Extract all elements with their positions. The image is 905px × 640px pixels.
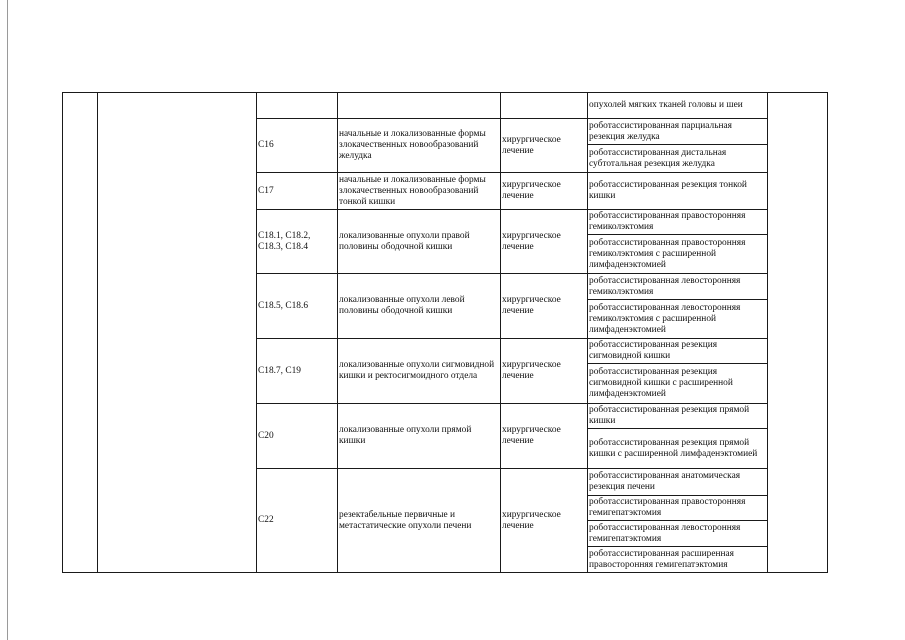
method-cell: роботассистированная резекция сигмовидной кишки [588,339,768,364]
treatment-cell: хирургическое лечение [501,274,588,339]
method-cell: роботассистированная левосторонняя гемиколэктомия [588,274,768,300]
treatment-cell: хирургическое лечение [501,119,588,173]
method-cell: роботассистированная парциальная резекция желудка [588,119,768,145]
code-cell: C18.1, C18.2, C18.3, C18.4 [257,210,338,274]
code-cell: C22 [257,469,338,573]
diagnosis-cell: начальные и локализованные формы злокачественных новообразований желудка [338,119,501,173]
code-cell: C17 [257,173,338,210]
scan-edge-line [7,0,8,640]
method-cell: роботассистированная расширенная правосторонняя гемигепатэктомия [588,547,768,573]
treatment-cell: хирургическое лечение [501,469,588,573]
diagnosis-cell: локализованные опухоли правой половины ободочной кишки [338,210,501,274]
empty-column-1 [63,93,98,573]
diagnosis-cell: локализованные опухоли прямой кишки [338,404,501,469]
method-cell: роботассистированная левосторонняя гемиколэктомия с расширенной лимфаденэктомией [588,300,768,339]
treatment-cell: хирургическое лечение [501,339,588,404]
code-cell: C20 [257,404,338,469]
method-cell: роботассистированная правосторонняя гемигепатэктомия [588,496,768,521]
code-cell [257,93,338,119]
method-cell: роботассистированная анатомическая резекция печени [588,469,768,496]
method-cell: роботассистированная резекция прямой кишки [588,404,768,429]
treatment-cell: хирургическое лечение [501,173,588,210]
diagnosis-cell: начальные и локализованные формы злокачественных новообразований тонкой кишки [338,173,501,210]
method-cell: роботассистированная резекция тонкой кишки [588,173,768,210]
method-cell: роботассистированная правосторонняя гемиколэктомия [588,210,768,235]
method-cell: роботассистированная правосторонняя гемиколэктомия с расширенной лимфаденэктомией [588,235,768,274]
method-cell: роботассистированная дистальная субтотальная резекция желудка [588,145,768,173]
table-row [63,93,828,119]
treatment-cell [501,93,588,119]
empty-column-last [768,93,828,573]
treatment-cell: хирургическое лечение [501,404,588,469]
code-cell: C16 [257,119,338,173]
diagnosis-cell [338,93,501,119]
method-cell: роботассистированная левосторонняя гемигепатэктомия [588,521,768,547]
code-cell: C18.5, C18.6 [257,274,338,339]
diagnosis-cell: резектабельные первичные и метастатические опухоли печени [338,469,501,573]
code-cell: C18.7, C19 [257,339,338,404]
method-cell: роботассистированная резекция сигмовидной кишки с расширенной лимфаденэктомией [588,364,768,404]
diagnosis-cell: локализованные опухоли сигмовидной кишки и ректосигмоидного отдела [338,339,501,404]
method-cell: опухолей мягких тканей головы и шеи [588,93,768,119]
diagnosis-cell: локализованные опухоли левой половины ободочной кишки [338,274,501,339]
method-cell: роботассистированная резекция прямой кишки с расширенной лимфаденэктомией [588,429,768,469]
empty-column-2 [98,93,257,573]
procedures-table [62,92,828,573]
treatment-cell: хирургическое лечение [501,210,588,274]
